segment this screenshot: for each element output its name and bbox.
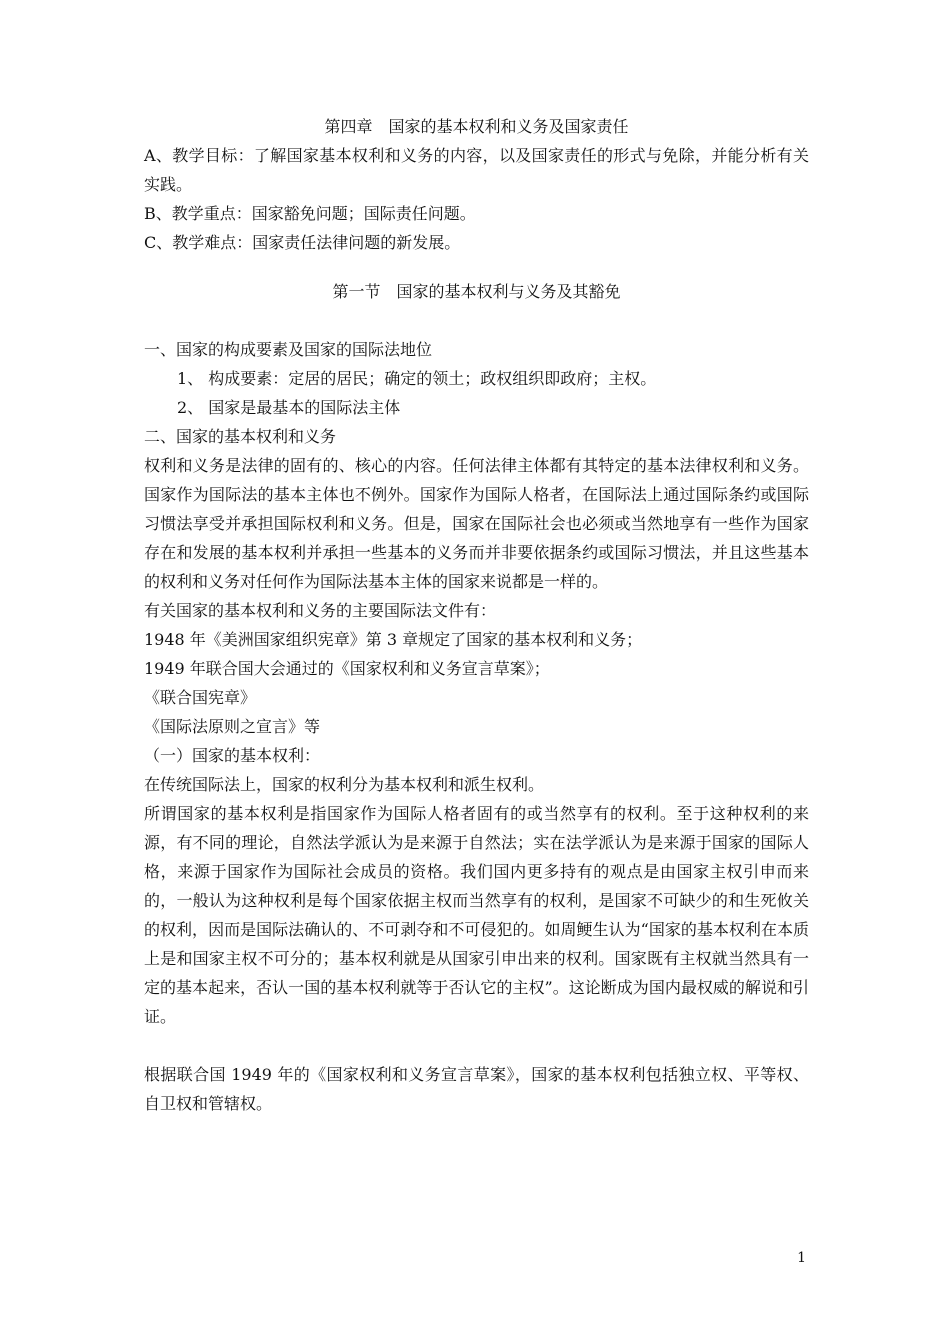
heading-rights-duties: 二、国家的基本权利和义务	[144, 427, 337, 446]
document-item-principles-declaration: 《国际法原则之宣言》等	[144, 717, 321, 736]
page-number: 1	[797, 1250, 806, 1266]
paragraph-rights-duties: 权利和义务是法律的固有的、核心的内容。任何法律主体都有其特定的基本法律权利和义务。国家作为国际法的基本主体也不例外。国家作为国际人格者，在国际法上通过国际条约或国际习惯法享受并承担国际权利和义务。但是，国家在国际社会也必须或当然地享有一些作为国家存在和发展的基本权利并承担一些基本的义务而并非要依据条约或国际习惯法，并且这些基本的权利和义务对任何作为国际法基本主体的国家来说都是一样的。	[144, 456, 809, 591]
document-item-oas-charter: 1948 年《美洲国家组织宪章》第 3 章规定了国家的基本权利和义务；	[144, 630, 643, 649]
section-title: 第一节 国家的基本权利与义务及其豁免	[332, 282, 621, 301]
document-page	[144, 112, 809, 1118]
teaching-objective: A、教学目标：了解国家基本权利和义务的内容，以及国家责任的形式与免除，并能分析有关实践。	[144, 146, 809, 194]
documents-intro: 有关国家的基本权利和义务的主要国际法文件有：	[144, 601, 497, 620]
list-item-subject: 2、 国家是最基本的国际法主体	[177, 398, 401, 417]
document-item-draft-declaration: 1949 年联合国大会通过的《国家权利和义务宣言草案》；	[144, 659, 550, 678]
list-item-elements: 1、 构成要素：定居的居民；确定的领土；政权组织即政府；主权。	[177, 369, 657, 388]
document-item-un-charter: 《联合国宪章》	[144, 688, 257, 707]
teaching-difficulties: C、教学难点：国家责任法律问题的新发展。	[144, 233, 461, 252]
paragraph-basic-rights-definition: 所谓国家的基本权利是指国家作为国际人格者固有的或当然享有的权利。至于这种权利的来源，有不同的理论，自然法学派认为是来源于自然法；实在法学派认为是来源于国家的国际人格，来源于国家作为国际社会成员的资格。我们国内更多持有的观点是由国家主权引申而来的，一般认为这种权利是每个国家依据主权而当然享有的权利，是国家不可缺少的和生死攸关的权利，因而是国际法确认的、不可剥夺和不可侵犯的。如周鲠生认为“国家的基本权利在本质上是和国家主权不可分的；基本权利就是从国家引申出来的权利。国家既有主权就当然具有一定的基本起来，否认一国的基本权利就等于否认它的主权”。这论断成为国内最权威的解说和引证。	[144, 804, 809, 1026]
heading-state-elements: 一、国家的构成要素及国家的国际法地位	[144, 340, 433, 359]
subheading-basic-rights: （一）国家的基本权利：	[144, 746, 321, 765]
paragraph-traditional-law: 在传统国际法上，国家的权利分为基本权利和派生权利。	[144, 775, 545, 794]
chapter-title: 第四章 国家的基本权利和义务及国家责任	[324, 117, 629, 136]
teaching-key-points: B、教学重点：国家豁免问题；国际责任问题。	[144, 204, 476, 223]
paragraph-un-declaration: 根据联合国 1949 年的《国家权利和义务宣言草案》，国家的基本权利包括独立权、平等权、自卫权和管辖权。	[144, 1065, 809, 1113]
